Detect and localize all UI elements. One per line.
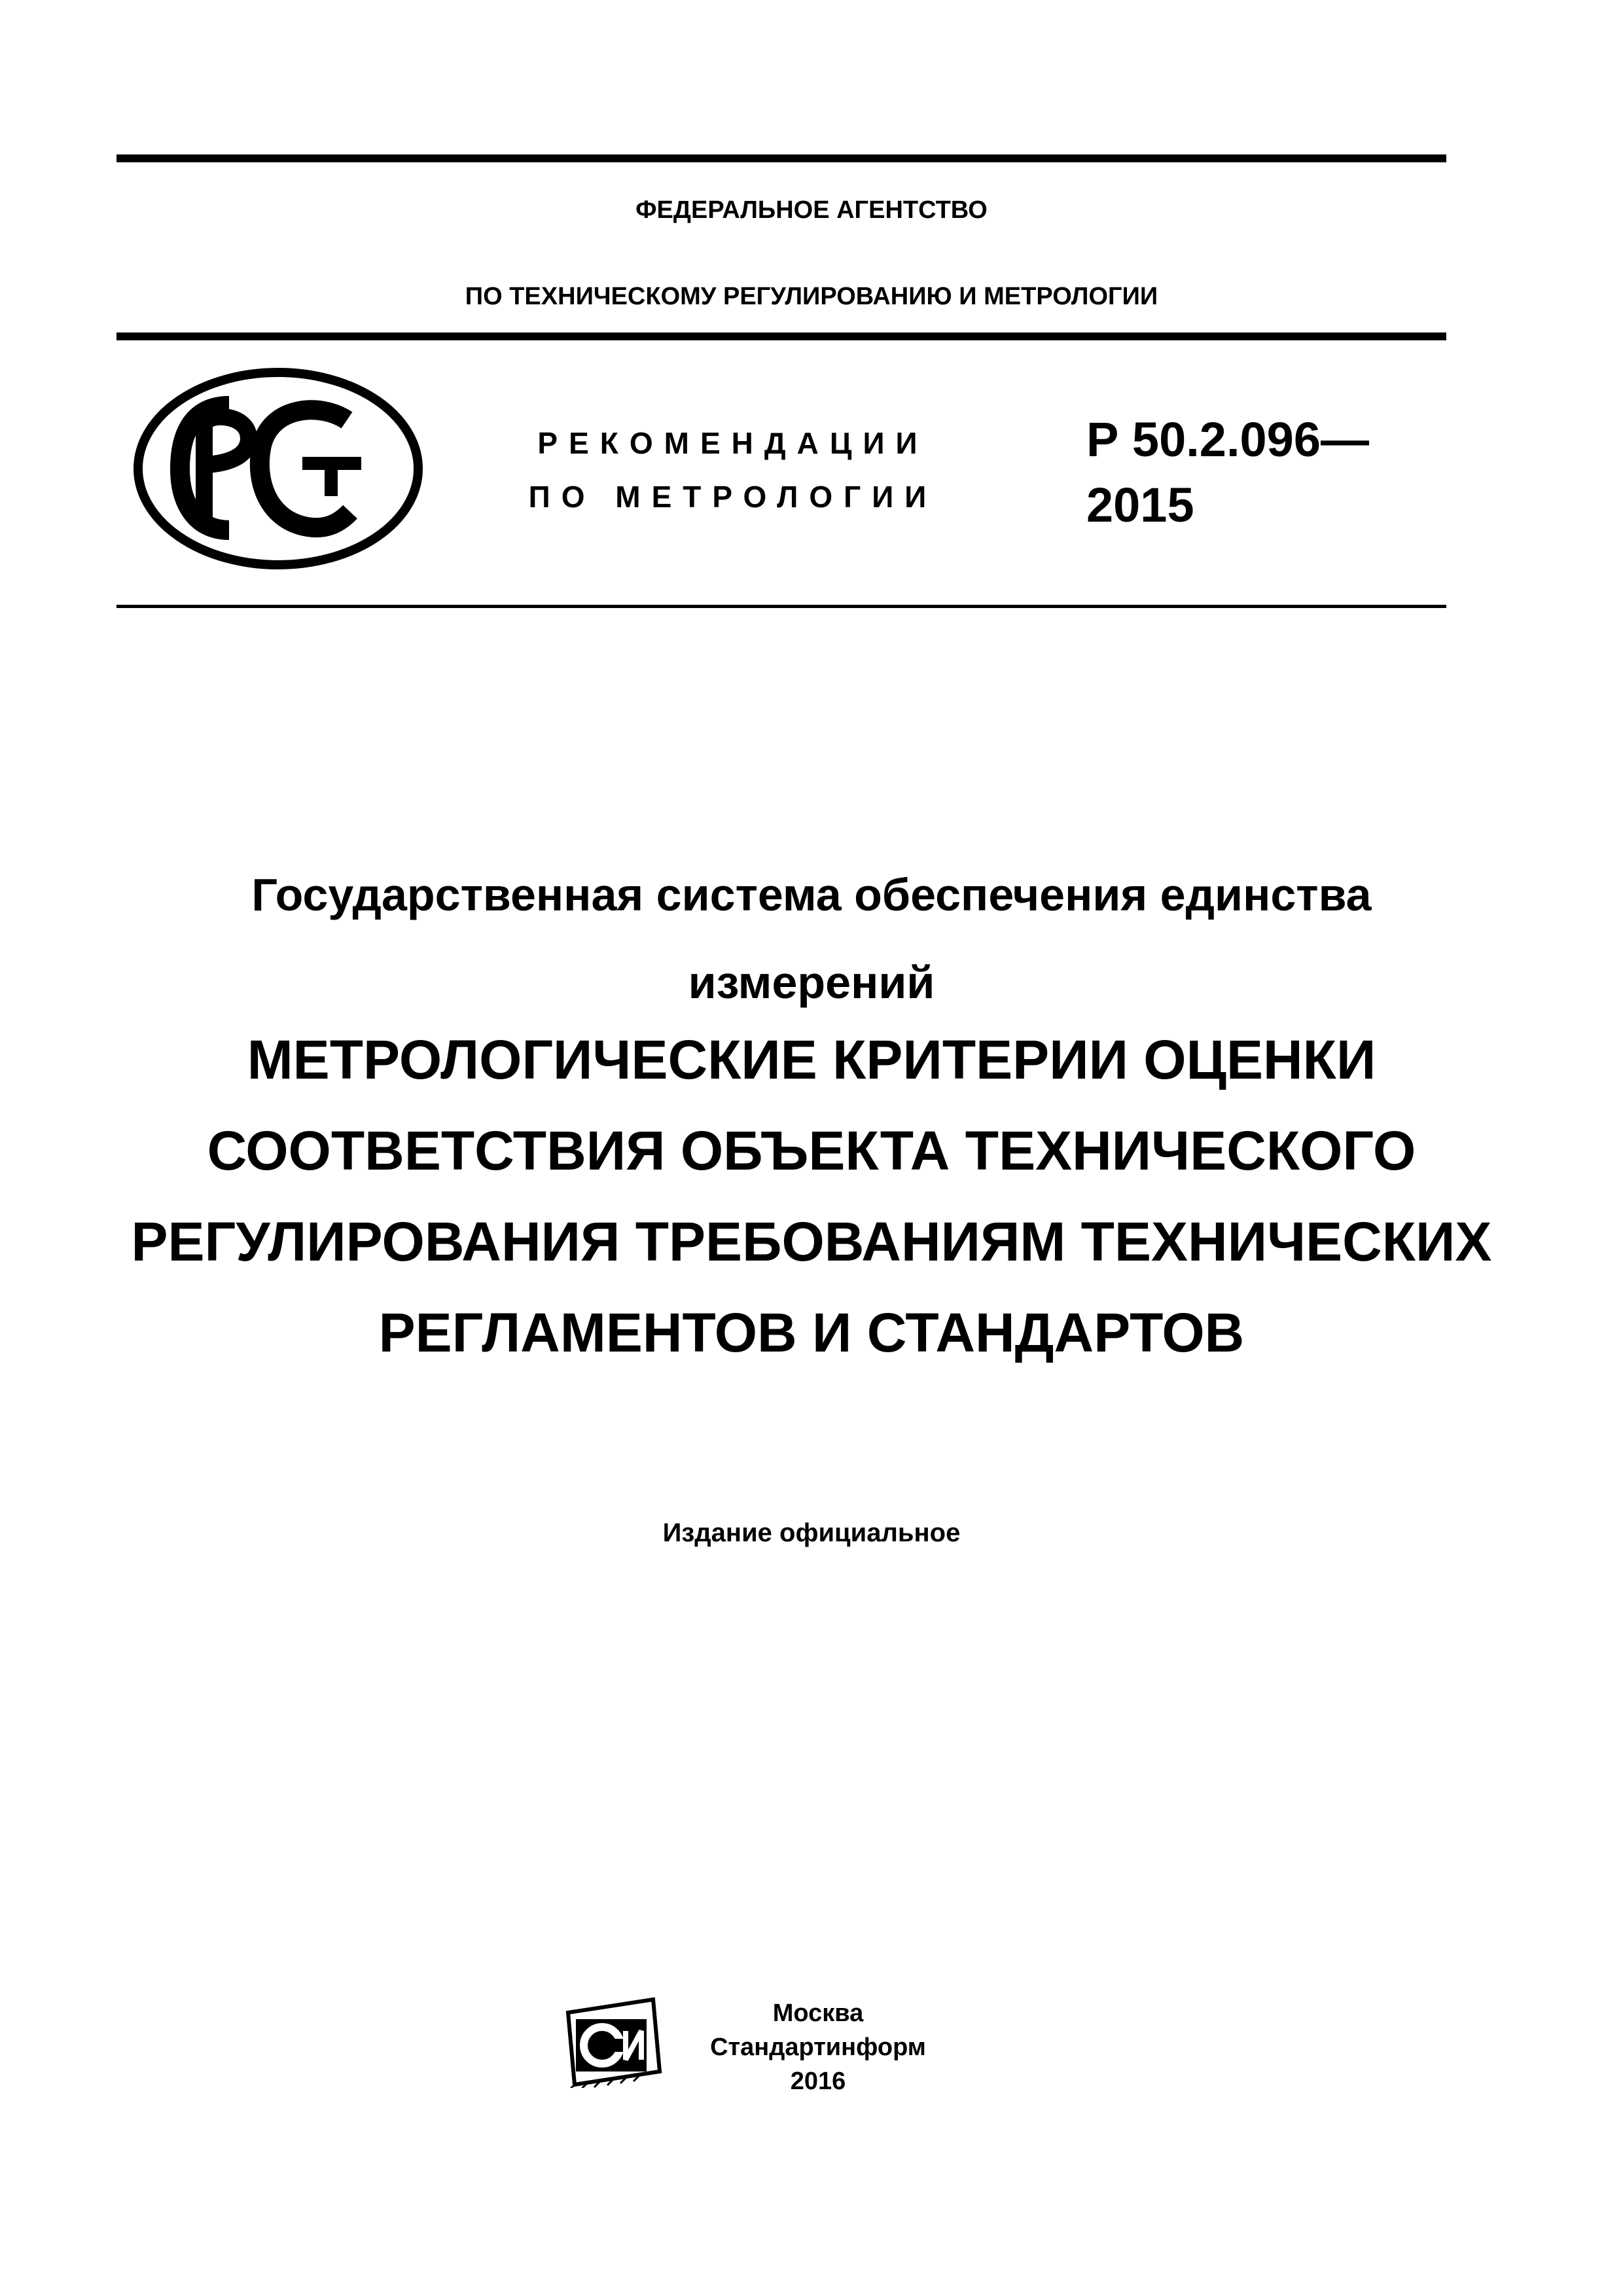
edition-label: Издание официальное <box>662 1518 961 1547</box>
main-title <box>0 1014 1623 1378</box>
top-rule <box>116 154 1446 162</box>
publisher-name: Стандартинформ <box>710 2034 926 2061</box>
main-title-line-3: РЕГУЛИРОВАНИЯ ТРЕБОВАНИЯМ ТЕХНИЧЕСКИХ <box>131 1211 1492 1272</box>
document-type-line-2: ПО МЕТРОЛОГИИ <box>528 480 938 514</box>
agency-name-line-2: ПО ТЕХНИЧЕСКОМУ РЕГУЛИРОВАНИЮ И МЕТРОЛОГИИ <box>465 283 1158 310</box>
agency-name-line-1: ФЕДЕРАЛЬНОЕ АГЕНТСТВО <box>635 196 988 224</box>
standartinform-logo-icon <box>562 1993 666 2088</box>
system-title-line-2: измерений <box>688 957 935 1008</box>
publisher-block <box>694 1996 942 2098</box>
document-type <box>517 416 949 524</box>
publisher-city: Москва <box>772 2000 864 2027</box>
designation-year: 2015 <box>1086 478 1194 532</box>
main-title-line-4: РЕГЛАМЕНТОВ И СТАНДАРТОВ <box>378 1302 1245 1363</box>
main-title-line-2: СООТВЕТСТВИЯ ОБЪЕКТА ТЕХНИЧЕСКОГО <box>207 1120 1416 1181</box>
rst-conformity-mark-icon <box>131 367 425 571</box>
document-designation <box>1086 407 1369 538</box>
publication-year: 2016 <box>790 2068 846 2095</box>
designation-number: Р 50.2.096— <box>1086 412 1369 467</box>
system-title-line-1: Государственная система обеспечения единства <box>251 869 1372 920</box>
header-rule <box>116 332 1446 340</box>
main-title-line-1: МЕТРОЛОГИЧЕСКИЕ КРИТЕРИИ ОЦЕНКИ <box>247 1029 1376 1090</box>
system-title <box>0 851 1623 1026</box>
document-type-line-1: РЕКОМЕНДАЦИИ <box>537 426 929 460</box>
masthead-rule <box>116 605 1446 608</box>
